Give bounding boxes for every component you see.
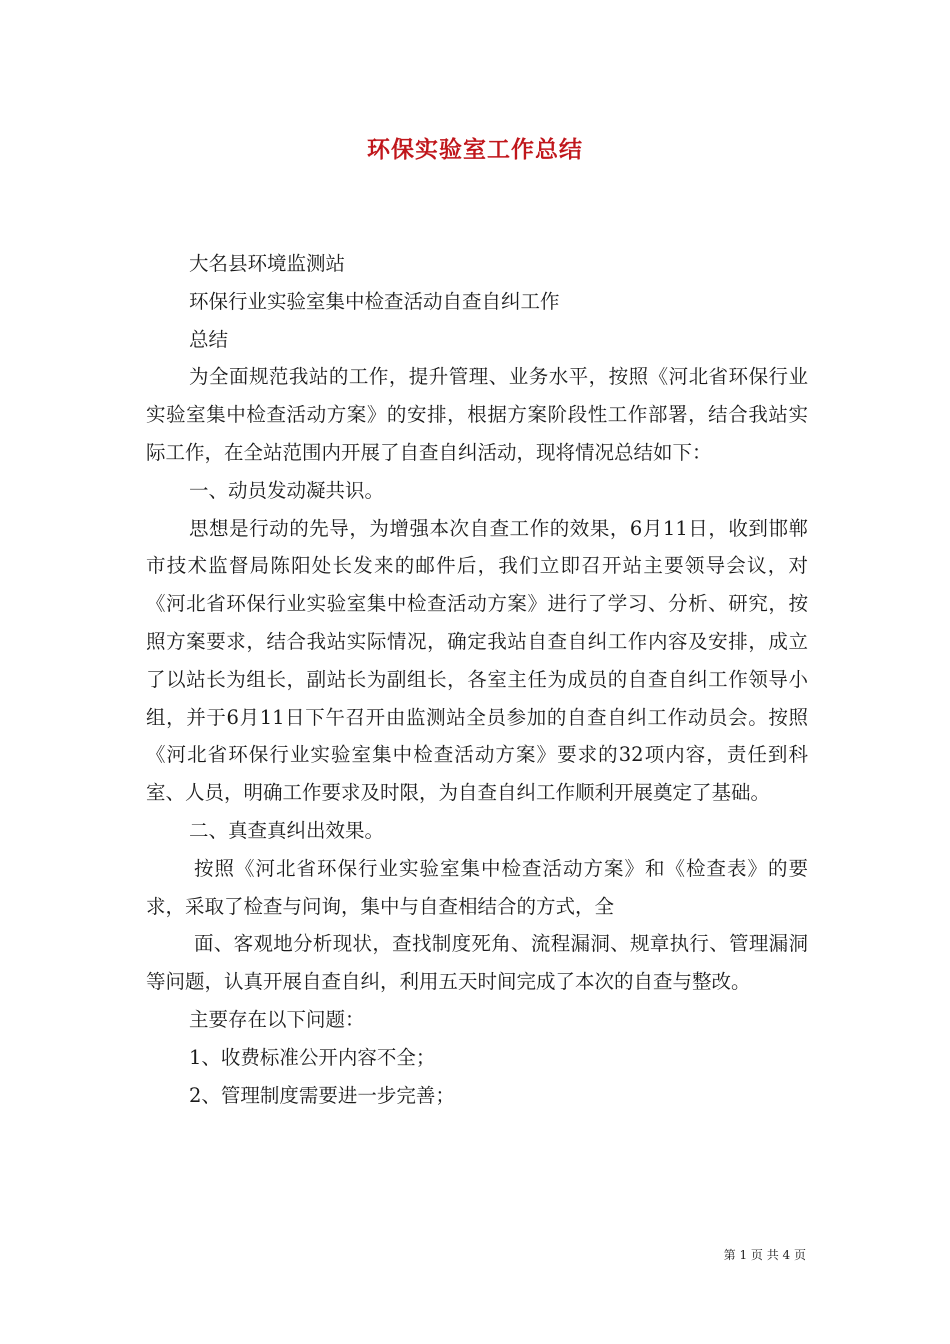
- section-2-paragraph-b: 面、客观地分析现状，查找制度死角、流程漏洞、规章执行、管理漏洞等问题，认真开展自查自纠，利用五天时间完成了本次的自查与整改。: [146, 932, 808, 994]
- document-title: 环保实验室工作总结: [367, 136, 583, 163]
- section-1-paragraph: 思想是行动的先导，为增强本次自查工作的效果，6月11日，收到邯郸市技术监督局陈阳处长发来的邮件后，我们立即召开站主要领导会议，对《河北省环保行业实验室集中检查活动方案》进行了学习、分析、研究，按照方案要求，结合我站实际情况，确定我站自查自纠工作内容及安排，成立了以站长为组长，副站长为副组长，各室主任为成员的自查自纠工作领导小组，并于6月11日下午召开由监测站全员参加的自查自纠工作动员会。按照《河北省环保行业实验室集中检查活动方案》要求的32项内容，责任到科室、人员，明确工作要求及时限，为自查自纠工作顺利开展奠定了基础。: [146, 516, 808, 805]
- document-body: [146, 245, 808, 1114]
- subtitle-line-2: 总结: [189, 327, 229, 351]
- org-name-line: 大名县环境监测站: [189, 252, 346, 275]
- section-2-paragraph-a: 按照《河北省环保行业实验室集中检查活动方案》和《检查表》的要求，采取了检查与问询，集中与自查相结合的方式，全: [146, 856, 808, 918]
- problem-item-2: 2、管理制度需要进一步完善；: [189, 1083, 455, 1107]
- problems-heading: 主要存在以下问题：: [189, 1007, 365, 1031]
- subtitle-line-1: 环保行业实验室集中检查活动自查自纠工作: [189, 289, 560, 313]
- problem-item-1: 1、收费标准公开内容不全；: [189, 1045, 436, 1069]
- intro-paragraph: 为全面规范我站的工作，提升管理、业务水平，按照《河北省环保行业实验室集中检查活动方案》的安排，根据方案阶段性工作部署，结合我站实际工作，在全站范围内开展了自查自纠活动，现将情况总结如下：: [146, 365, 808, 464]
- section-heading-2: 二、真查真纠出效果。: [189, 818, 385, 842]
- section-heading-1: 一、动员发动凝共识。: [189, 478, 385, 502]
- page-number-footer: 第 1 页 共 4 页: [723, 1248, 806, 1262]
